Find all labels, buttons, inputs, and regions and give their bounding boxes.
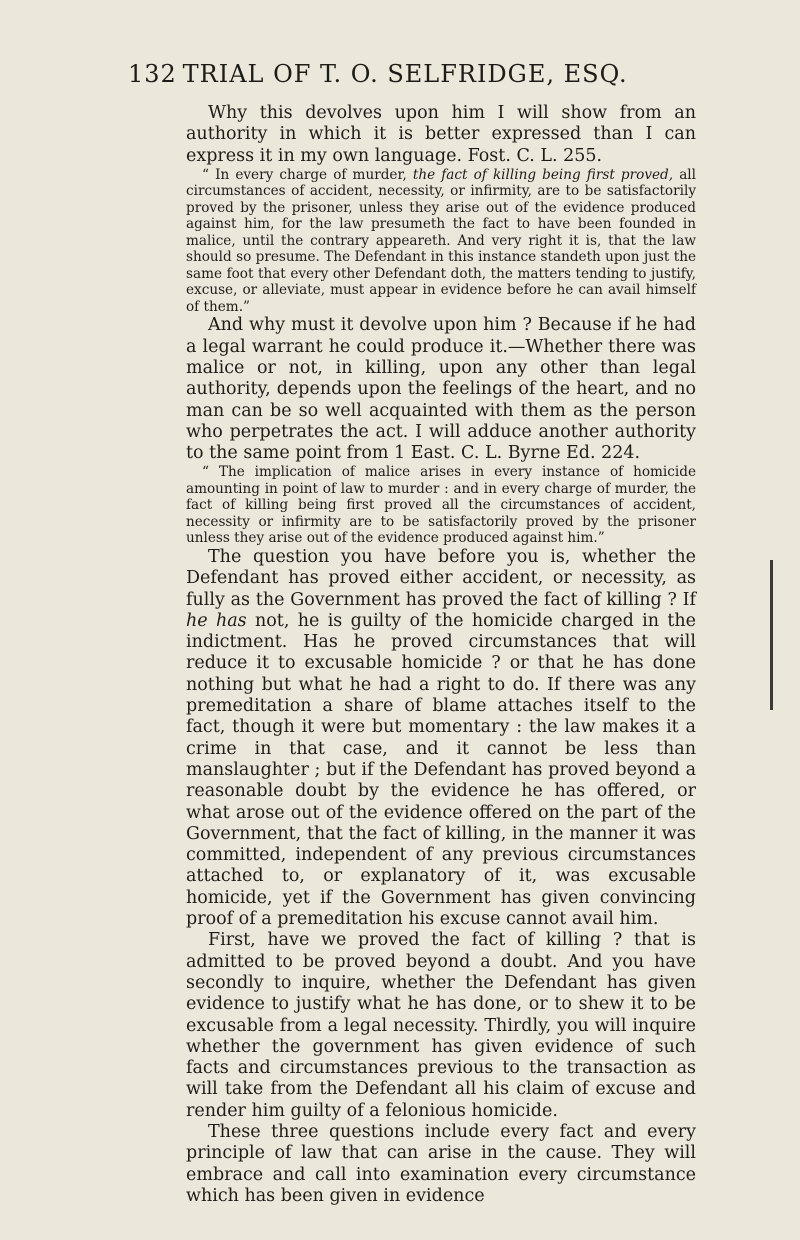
page-header [128,60,688,96]
paragraph-italic: he has [186,610,247,631]
quote-text: all circumstances of accident, necessity, or infirmity, are to be satisfactorily proved by the prisoner, unless they arise out of the evidence produced against him, for the law presumeth the fact to have been founded in malice, until the contrary appeareth. And very right it is, that the law should so presume. The Defendant in this instance standeth upon just the same foot that every other Defendant doth, the matters tending to justify, excuse, or alleviate, must appear in evidence before he can avail himself of them.” [186,166,696,315]
page-number: 132 [128,60,177,88]
paragraph-text: The question you have before you is, whether the Defendant has proved either accident, or necessity, as fully as the Government has proved the fact of killing ? If [186,546,696,610]
margin-mark [770,560,773,710]
paragraph-2: And why must it devolve upon him ? Because if he had a legal warrant he could produce it.—Whether there was malice or not, in killing, upon any other than legal authority, depends upon the feelings of the heart, and no man can be so well acquainted with them as the person who perpetrates the act. I will adduce another authority to the same point from 1 East. C. L. Byrne Ed. 224. [186,315,696,464]
paragraph-3 [186,547,696,930]
quotation-east [186,464,696,547]
quote-italic: the fact of killing being first proved, [412,166,674,183]
quote-text: “ In every charge of murder, [202,166,413,183]
paragraph-4: First, have we proved the fact of killing ? that is admitted to be proved beyond a doubt. And you have secondly to inquire, whether the Defendant has given evidence to justify what he has done, or to shew it to be excusable from a legal necessity. Thirdly, you will inquire whether the government has given evidence of such facts and circumstances previous to the transaction as will take from the Defendant all his claim of excuse and render him guilty of a felonious homicide. [186,930,696,1121]
paragraph-5: These three questions include every fact and every principle of law that can arise in the cause. They will embrace and call into examination every circumstance which has been given in evidence [186,1121,696,1206]
quotation-foster [186,167,696,316]
paragraph-1: Why this devolves upon him I will show from an authority in which it is better expressed than I can express it in my own language. Fost. C. L. 255. [186,103,696,166]
running-title: TRIAL OF T. O. SELFRIDGE, ESQ. [182,60,628,88]
page-body [186,103,696,1207]
paragraph-text: not, he is guilty of the homicide charged in the indictment. Has he proved circumstances that will reduce it to excusable homicide ? or that he has done nothing but what he had a right to do. If there was any premeditation a share of blame attaches itself to the fact, though it were but momentary : the law makes it a crime in that case, and it cannot be less than manslaughter ; but if the Defendant has proved beyond a reasonable doubt by the evidence he has offered, or what arose out of the evidence offered on the part of the Government, that the fact of killing, in the manner it was committed, independent of any previous circumstances attached to, or explanatory of it, was excusable homicide, yet if the Government has given convincing proof of a premeditation his excuse cannot avail him. [186,610,697,930]
quote-text: “ The implication of malice arises in every instance of homicide amounting in point of law to murder : and in every charge of murder, the fact of killing being first proved all the circumstances of accident, necessity or infirmity are to be satisfactorily proved by the prisoner unless they arise out of the evidence produced against him.” [186,464,696,547]
